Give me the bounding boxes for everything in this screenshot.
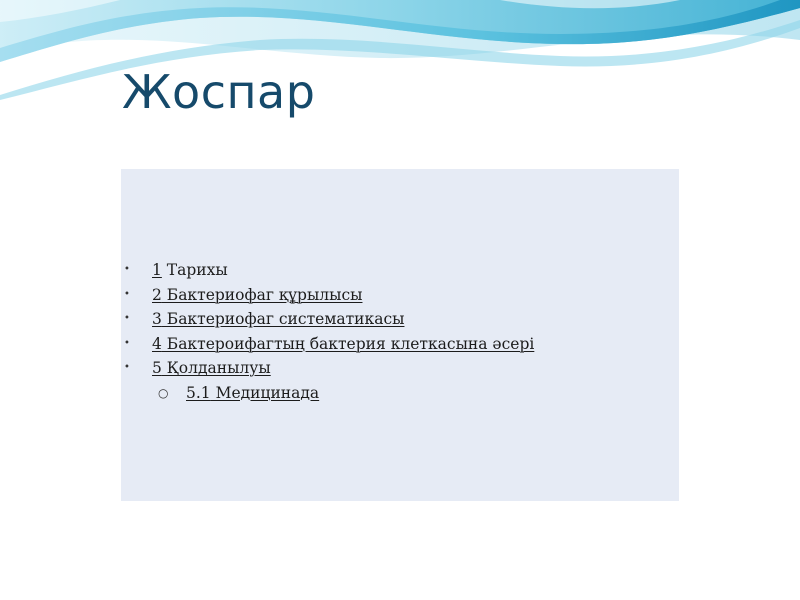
bullet-icon: • [124,337,130,349]
toc-item-5 [0,356,700,381]
toc-item-2 [0,283,700,308]
toc-subitem-5-1 [0,381,700,406]
toc-item-3 [0,307,700,332]
bullet-icon: • [124,288,130,300]
toc-item-4 [0,332,700,357]
circle-bullet-icon: ○ [158,385,169,400]
decorative-wave-header [0,0,800,110]
toc-link-history[interactable]: 1 Тарихы [152,261,228,279]
toc-link-medicine[interactable]: 5.1 Медицинада [186,383,320,402]
bullet-icon: • [124,362,130,373]
toc-link-effect[interactable]: 4 Бактероифагтың бактерия клеткасына әсері [152,334,535,353]
table-of-contents [0,258,700,405]
toc-link-structure[interactable]: 2 Бактериофаг құрылысы [152,285,363,304]
toc-link-usage[interactable]: 5 Қолданылуы [152,359,271,377]
toc-link-systematics[interactable]: 3 Бактериофаг систематикасы [152,310,405,328]
toc-item-1 [0,258,700,283]
slide-title: Жоспар [122,65,316,119]
bullet-icon: • [124,264,130,275]
bullet-icon: • [124,313,130,324]
